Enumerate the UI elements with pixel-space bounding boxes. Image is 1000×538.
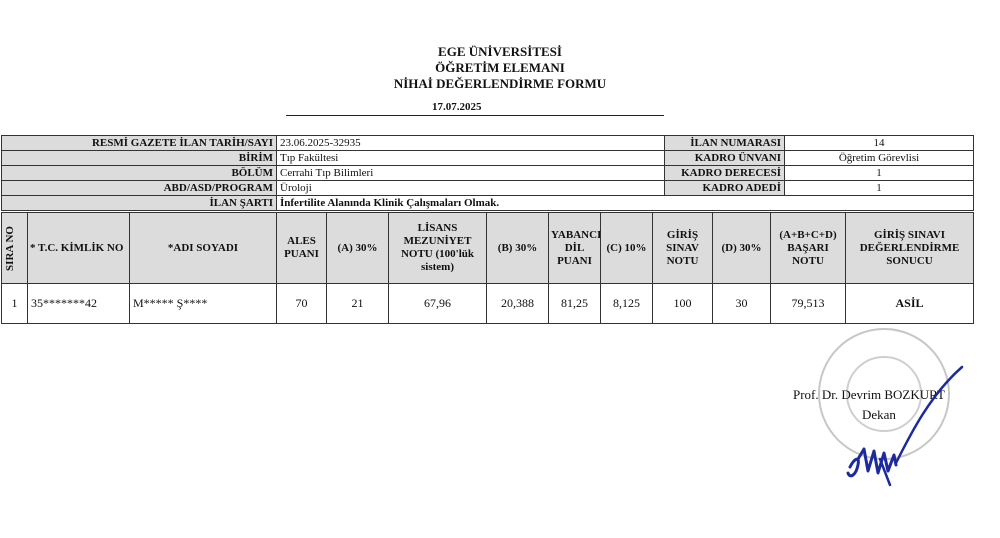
- col-header-tc: [28, 213, 130, 284]
- header-divider: [286, 115, 664, 116]
- bolum-label: BÖLÜM: [2, 166, 277, 181]
- form-date: 17.07.2025: [432, 101, 482, 113]
- col-header-adi: *ADI SOYADI: [130, 213, 277, 284]
- kadro-derecesi-label: KADRO DERECESİ: [665, 166, 785, 181]
- signatory-title: Dekan: [862, 407, 896, 422]
- program-value: Üroloji: [277, 181, 665, 196]
- cell-lisans: 67,96: [389, 284, 487, 324]
- kadro-adedi-label: KADRO ADEDİ: [665, 181, 785, 196]
- table-header-row: [2, 213, 974, 284]
- col-header-basari: (A+B+C+D) BAŞARI NOTU: [771, 213, 846, 284]
- birim-label: BİRİM: [2, 151, 277, 166]
- cell-adi: M***** Ş****: [130, 284, 277, 324]
- sira-header-text: SIRA NO: [4, 225, 16, 271]
- col-header-a: (A) 30%: [327, 213, 389, 284]
- program-label: ABD/ASD/PROGRAM: [2, 181, 277, 196]
- col-header-sira: [2, 213, 28, 284]
- form-title: NİHAİ DEĞERLENDİRME FORMU: [393, 76, 607, 91]
- form-subtitle: ÖĞRETİM ELEMANI: [435, 60, 565, 75]
- kadro-unvani-value: Öğretim Görevlisi: [785, 151, 974, 166]
- kadro-unvani-label: KADRO ÜNVANI: [665, 151, 785, 166]
- signatory-name: Prof. Dr. Devrim BOZKURT: [793, 387, 945, 402]
- table-row: [2, 284, 974, 324]
- col-header-c: (C) 10%: [601, 213, 653, 284]
- gazette-label: RESMİ GAZETE İLAN TARİH/SAYI: [2, 136, 277, 151]
- announcement-info-table: [1, 135, 974, 211]
- birim-value: Tıp Fakültesi: [277, 151, 665, 166]
- cell-ales: 70: [277, 284, 327, 324]
- cell-giris: 100: [653, 284, 713, 324]
- cell-c: 8,125: [601, 284, 653, 324]
- ilan-no-value: 14: [785, 136, 974, 151]
- cell-b: 20,388: [487, 284, 549, 324]
- handwritten-signature-icon: [830, 355, 970, 495]
- col-header-giris: GİRİŞ SINAV NOTU: [653, 213, 713, 284]
- cell-basari: 79,513: [771, 284, 846, 324]
- col-header-lisans: LİSANS MEZUNİYET NOTU (100'lük sistem): [389, 213, 487, 284]
- ilan-no-label: İLAN NUMARASI: [665, 136, 785, 151]
- col-header-d: (D) 30%: [713, 213, 771, 284]
- cell-yabanci: 81,25: [549, 284, 601, 324]
- bolum-value: Cerrahi Tıp Bilimleri: [277, 166, 665, 181]
- cell-sonuc: ASİL: [846, 284, 974, 324]
- cell-sira: 1: [2, 284, 28, 324]
- cell-a: 21: [327, 284, 389, 324]
- gazette-value: 23.06.2025-32935: [277, 136, 665, 151]
- cell-d: 30: [713, 284, 771, 324]
- kadro-derecesi-value: 1: [785, 166, 974, 181]
- col-header-yabanci: YABANCI DİL PUANI: [549, 213, 601, 284]
- col-header-ales: ALES PUANI: [277, 213, 327, 284]
- col-header-sonuc: GİRİŞ SINAVI DEĞERLENDİRME SONUCU: [846, 213, 974, 284]
- col-header-b: (B) 30%: [487, 213, 549, 284]
- ilan-sarti-label: İLAN ŞARTI: [2, 196, 277, 211]
- cell-tc: 35*******42: [28, 284, 130, 324]
- university-title: EGE ÜNİVERSİTESİ: [438, 44, 562, 59]
- tc-header-text: * T.C. KİMLİK NO: [30, 241, 124, 254]
- ilan-sarti-value: İnfertilite Alanında Klinik Çalışmaları Olmak.: [277, 196, 974, 211]
- evaluation-table: [1, 212, 974, 324]
- kadro-adedi-value: 1: [785, 181, 974, 196]
